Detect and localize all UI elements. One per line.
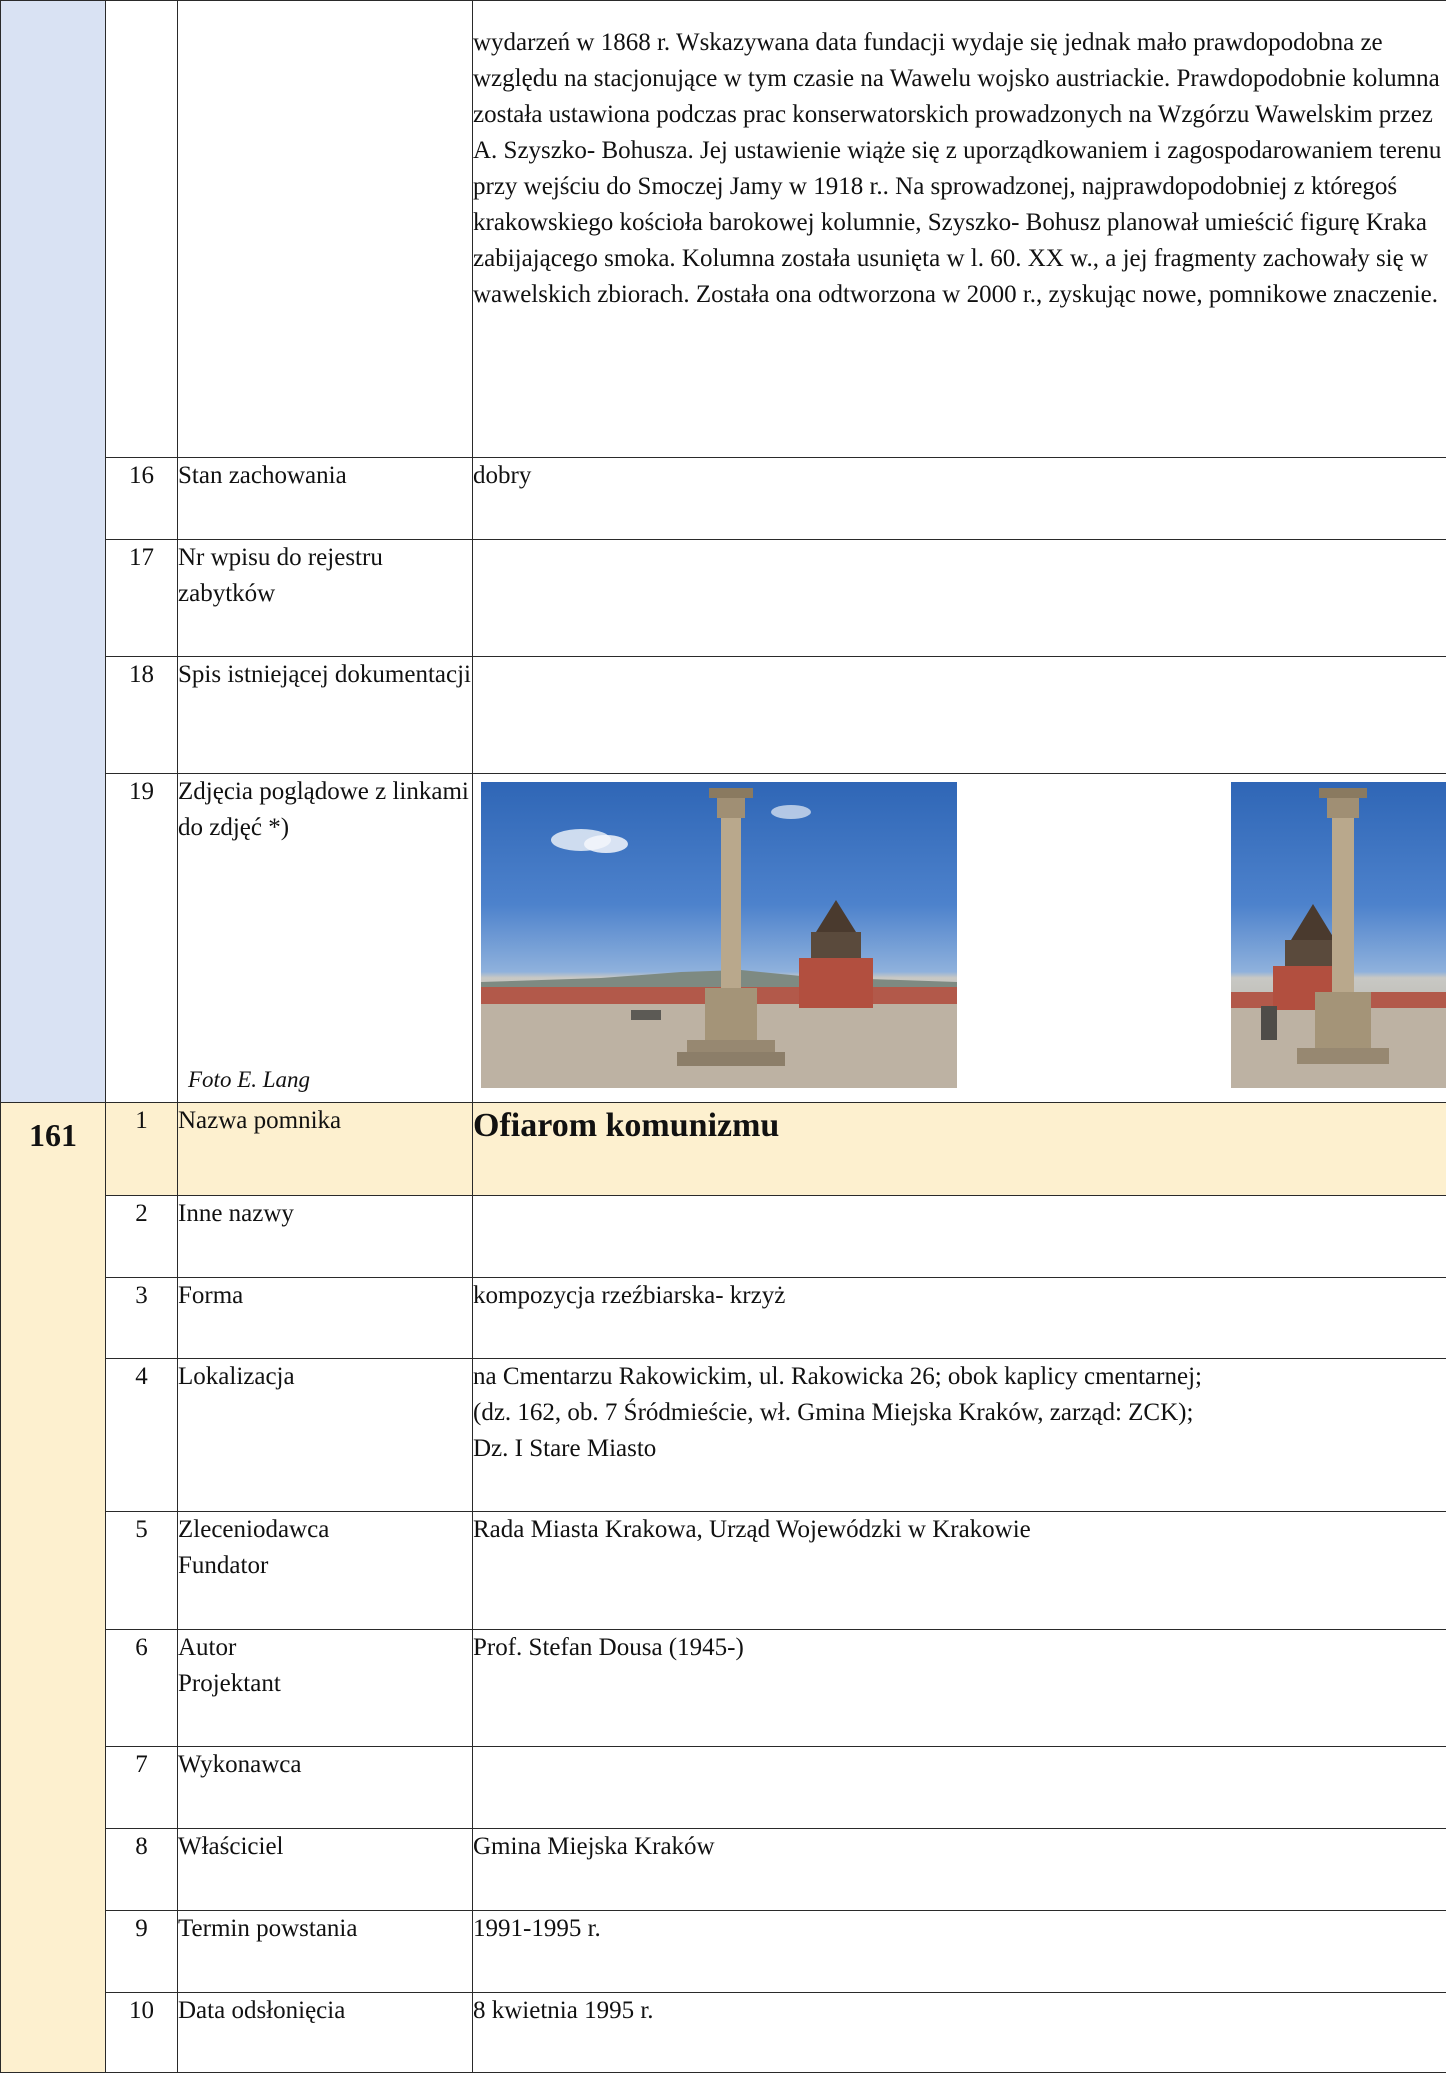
- table-row: 6 Autor Projektant Prof. Stefan Dousa (1945-): [1, 1630, 1446, 1747]
- blue-id-column: [1, 1, 106, 1103]
- table-row: 8 Właściciel Gmina Miejska Kraków: [1, 1829, 1446, 1911]
- table-row: 10 Data odsłonięcia 8 kwietnia 1995 r.: [1, 1993, 1446, 2073]
- table-row: 18 Spis istniejącej dokumentacji: [1, 657, 1446, 774]
- table-row: [1, 1, 1446, 458]
- table-row: 17 Nr wpisu do rejestru zabytków: [1, 540, 1446, 657]
- table-row: 5 Zleceniodawca Fundator Rada Miasta Krakowa, Urząd Wojewódzki w Krakowie: [1, 1512, 1446, 1630]
- monument-number: 161: [1, 1103, 106, 2073]
- photos-label: Zdjęcia poglądowe z linkami do zdjęć *): [178, 774, 472, 846]
- table-row: 9 Termin powstania 1991-1995 r.: [1, 1911, 1446, 1993]
- photo-credit: Foto E. Lang: [188, 1062, 310, 1098]
- monument-title: Ofiarom komunizmu: [473, 1103, 1446, 1149]
- history-text: wydarzeń w 1868 r. Wskazywana data fundacji wydaje się jednak mało prawdopodobna ze względu na stacjonujące w tym czasie na Wawelu wojsko austriackie. Prawdopodobnie kolumna została ustawiona podczas prac konserwatorskich prowadzonych na Wzgórzu Wawelskim przez A. Szyszko- Bohusza. Jej ustawienie wiąże się z uporządkowaniem i zagospodarowaniem terenu przy wejściu do Smoczej Jamy w 1918 r.. Na sprowadzonej, najprawdopodobniej z któregoś krakowskiego kościoła barokowej kolumnie, Szyszko- Bohusz planował umieścić figurę Kraka zabijającego smoka. Kolumna została usunięta w l. 60. XX w., a jej fragmenty zachowały się w wawelskich zbiorach. Została ona odtworzona w 2000 r., zyskując nowe, pomnikowe znaczenie.: [473, 1, 1446, 458]
- column-photo-2[interactable]: [1231, 782, 1446, 1088]
- photos-cell: [473, 774, 1446, 1103]
- table-row: 3 Forma kompozycja rzeźbiarska- krzyż: [1, 1278, 1446, 1359]
- table-row: 4 Lokalizacja na Cmentarzu Rakowickim, ul. Rakowicka 26; obok kaplicy cmentarnej; (dz. 162, ob. 7 Śródmieście, wł. Gmina Miejska Kraków, zarząd: ZCK); Dz. I Stare Miasto: [1, 1359, 1446, 1512]
- table-row-title: 161 1 Nazwa pomnika Ofiarom komunizmu: [1, 1103, 1446, 1196]
- table-row: 7 Wykonawca: [1, 1747, 1446, 1829]
- column-photo-1[interactable]: [481, 782, 957, 1088]
- table-row: 19 Zdjęcia poglądowe z linkami do zdjęć *) Foto E. Lang: [1, 774, 1446, 1103]
- table-row: 16 Stan zachowania dobry: [1, 458, 1446, 540]
- table-row: 2 Inne nazwy: [1, 1196, 1446, 1278]
